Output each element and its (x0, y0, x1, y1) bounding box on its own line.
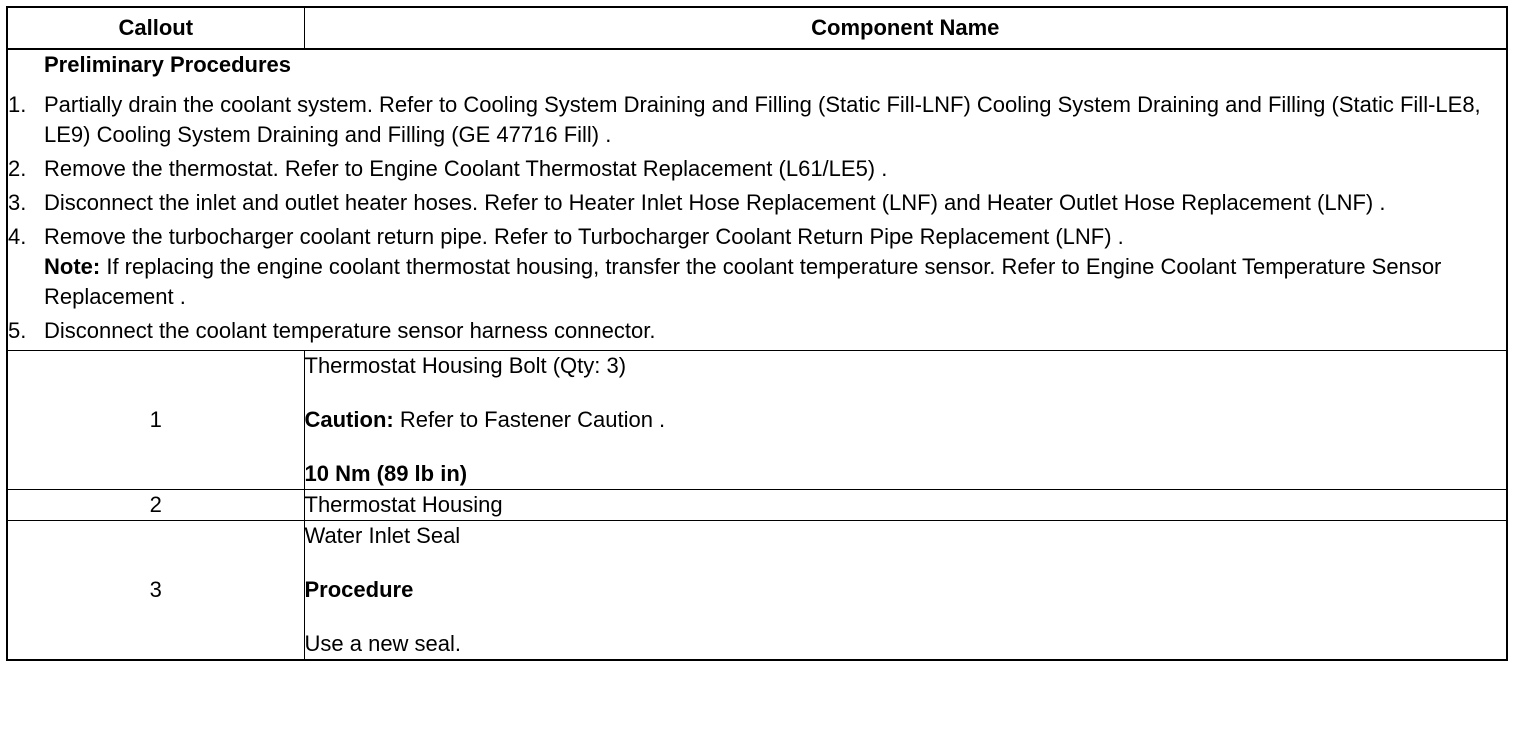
spacer (305, 435, 1507, 459)
component-name: Thermostat Housing (304, 492, 503, 517)
step-text: Partially drain the coolant system. Refer to Cooling System Draining and Filling (Static Fill-LNF) Cooling System Draining and Filling (Static Fill-LE8, LE9) Cooling System Draining and Filling (GE 47716 Fill) . (44, 92, 1481, 147)
step-text: Remove the turbocharger coolant return pipe. Refer to Turbocharger Coolant Return Pipe Replacement (LNF) . (44, 224, 1124, 249)
callout-number: 2 (7, 490, 304, 521)
callout-column-header: Callout (7, 7, 304, 49)
procedure-step (8, 222, 1506, 312)
step-text: Remove the thermostat. Refer to Engine Coolant Thermostat Replacement (L61/LE5) . (44, 156, 888, 181)
procedure-steps-list (8, 90, 1506, 346)
step-number: 5. (8, 318, 27, 343)
procedure-text: Use a new seal. (304, 631, 462, 656)
preliminary-procedures-cell (7, 49, 1507, 351)
spacer (305, 381, 1507, 405)
note-label: Note: (44, 254, 101, 279)
table-row (7, 521, 1507, 661)
component-name: Thermostat Housing Bolt (Qty: 3) (304, 353, 627, 378)
torque-spec: 10 Nm (89 lb in) (304, 461, 468, 486)
component-name-cell (304, 351, 1507, 490)
procedure-step (8, 316, 1506, 346)
component-table (6, 6, 1508, 661)
callout-number: 1 (7, 351, 304, 490)
spacer (305, 605, 1507, 629)
table-row (7, 351, 1507, 490)
step-number: 1. (8, 92, 27, 117)
component-name-cell (304, 490, 1507, 521)
spacer (305, 551, 1507, 575)
step-number: 3. (8, 190, 27, 215)
step-note (44, 252, 1506, 312)
caution-line (305, 405, 1507, 435)
component-name-column-header: Component Name (304, 7, 1507, 49)
procedure-label: Procedure (304, 577, 414, 602)
caution-text: Refer to Fastener Caution . (393, 407, 666, 432)
step-text: Disconnect the inlet and outlet heater hoses. Refer to Heater Inlet Hose Replacement (LNF) and Heater Outlet Hose Replacement (LNF) . (44, 190, 1386, 215)
procedure-step (8, 154, 1506, 184)
component-name: Water Inlet Seal (304, 523, 461, 548)
preliminary-procedures-row (7, 49, 1507, 351)
step-text: Disconnect the coolant temperature sensor harness connector. (44, 318, 656, 343)
procedure-step (8, 188, 1506, 218)
procedure-step (8, 90, 1506, 150)
table-header-row (7, 7, 1507, 49)
note-text: If replacing the engine coolant thermostat housing, transfer the coolant temperature sensor. Refer to Engine Coolant Temperature Sensor Replacement . (44, 254, 1442, 309)
table-row (7, 490, 1507, 521)
step-number: 4. (8, 224, 27, 249)
callout-number: 3 (7, 521, 304, 661)
preliminary-procedures-heading: Preliminary Procedures (44, 52, 292, 77)
step-number: 2. (8, 156, 27, 181)
component-name-cell (304, 521, 1507, 661)
caution-label: Caution: (304, 407, 394, 432)
